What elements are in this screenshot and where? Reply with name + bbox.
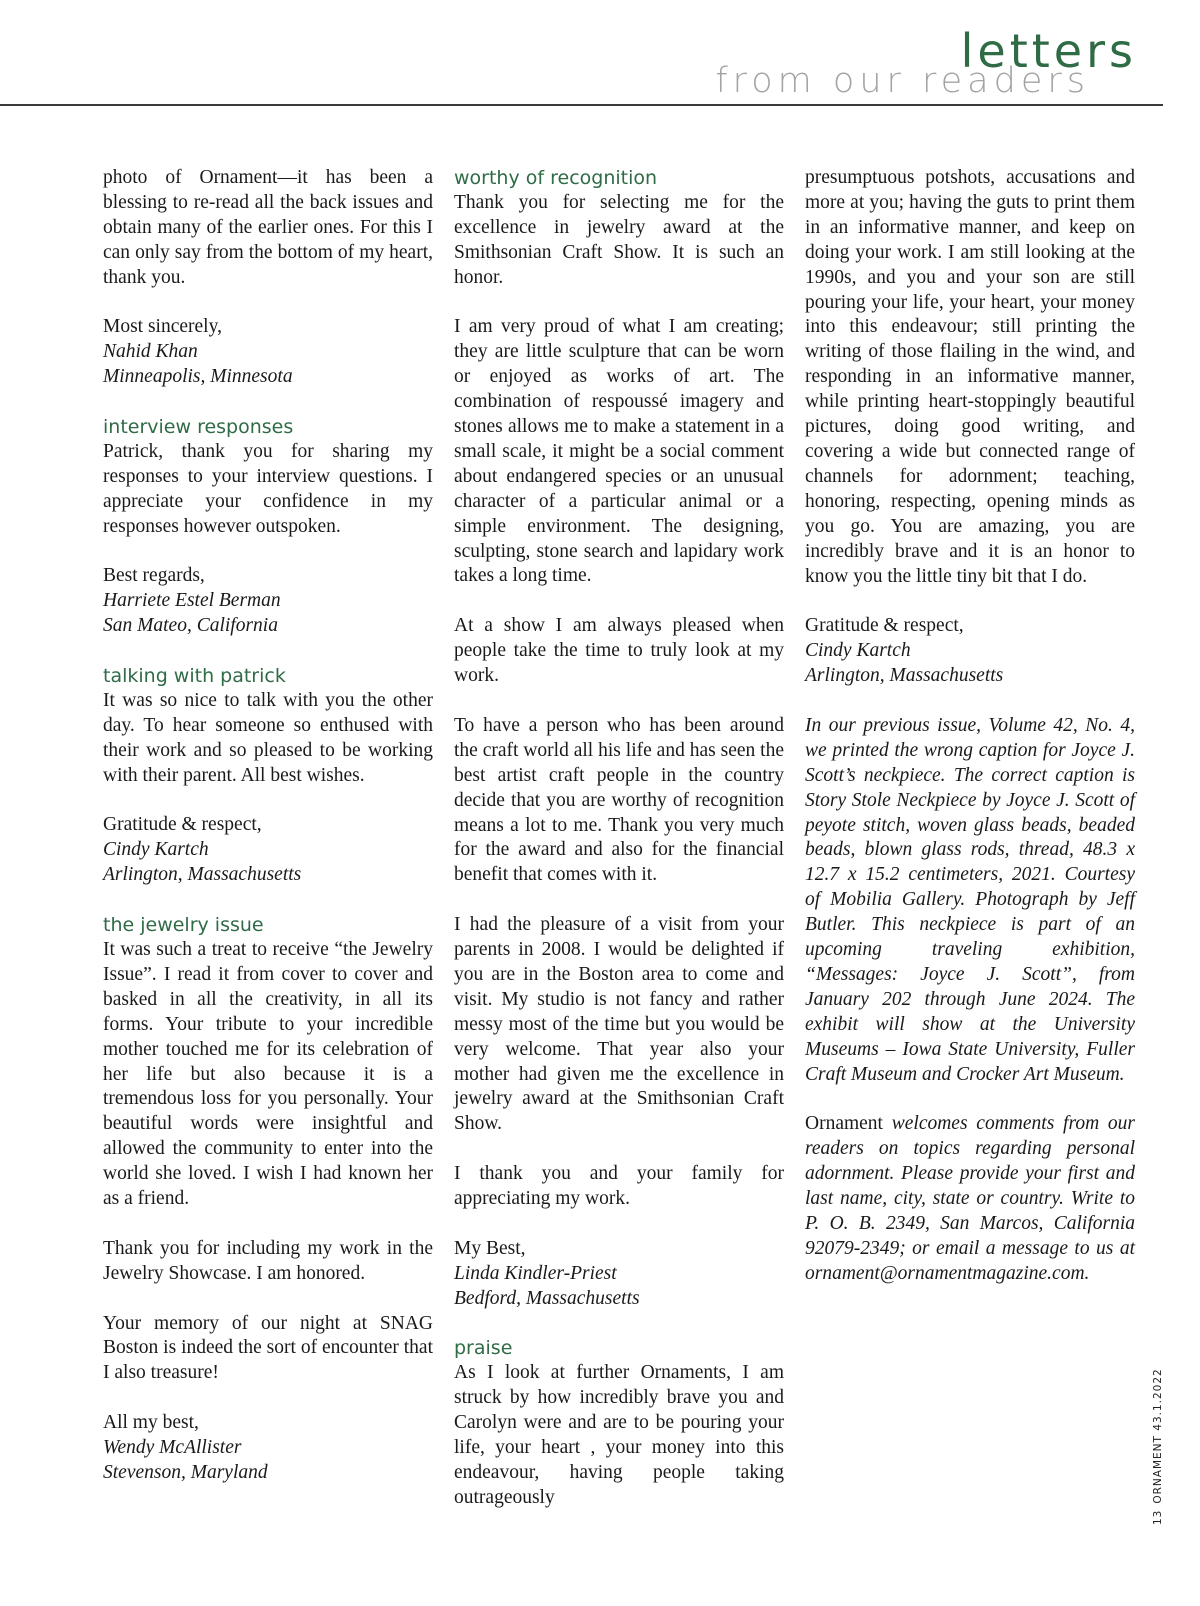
section-heading-praise: praise — [454, 1337, 513, 1360]
magazine-name: Ornament — [805, 1113, 883, 1135]
letter-paragraph: It was so nice to talk with you the other day. To hear someone so enthused with their work and so pleased to be working with their parent. All best wishes. — [103, 689, 433, 786]
correction-note: In our previous issue, Volume 42, No. 4, we printed the wrong caption for Joyce J. Scott’s neckpiece. The correct caption is Story Stole Neckpiece by Joyce J. Scott of peyote stitch, woven glass beads, beaded beads, blown glass rods, thread, 48.3 x 12.7 x 15.2 centimeters, 2021. Courtesy of Mobilia Gallery. Photograph by Jeff Butler. This neckpiece is part of an upcoming traveling exhibition, “Messages: Joyce J. Scott”, from January 202 through June 2024. The exhibit will show at the University Museums – Iowa State University, Fuller Craft Museum and Crocker Art Museum. — [805, 714, 1135, 1085]
letter-paragraph: Patrick, thank you for sharing my responses to your interview questions. I appreciate your confidence in my responses however outspoken. — [103, 440, 433, 537]
letter-signature-name: Cindy Kartch — [103, 839, 209, 861]
letter-signature-place: Arlington, Massachusetts — [103, 864, 302, 886]
letter-signature-name: Nahid Khan — [103, 341, 198, 363]
issue-label: ORNAMENT 43.1.2022 — [1152, 1368, 1164, 1504]
letter-closing: My Best, — [454, 1237, 526, 1259]
letter-closing: Gratitude & respect, — [103, 814, 262, 836]
letter-paragraph: I had the pleasure of a visit from your parents in 2008. I would be delighted if you are in the Boston area to come and visit. My studio is not fancy and rather messy most of the time but you would be very welcome. That year also your mother had given me the excellence in jewelry award at the Smithsonian Craft Show. — [454, 914, 784, 1135]
header-title: letters — [960, 24, 1137, 78]
letter-paragraph: presumptuous potshots, accusations and more at you; having the guts to print them in an informative manner, and keep on doing your work. I am still looking at the 1990s, and you and your son are still pouring your life, your heart, your money into this endeavour; still printing the writing of those flailing in the wind, and responding in an informative manner, while printing heart-stoppingly beautiful pictures, doing good writing, and covering a wide but connected range of channels for adornment; teaching, honoring, respecting, opening minds as you go. You are amazing, you are incredibly brave and it is an honor to know you the little tiny bit that I do. — [805, 167, 1135, 587]
section-heading-worthy-of-recognition: worthy of recognition — [454, 167, 658, 189]
letter-paragraph: Thank you for selecting me for the excellence in jewelry award at the Smithsonian Craft Show. It is such an honor. — [454, 191, 784, 288]
submission-note — [805, 1112, 1135, 1286]
letter-signature-place: San Mateo, California — [103, 615, 278, 637]
letter-signature-name: Linda Kindler-Priest — [454, 1262, 617, 1284]
letter-signature-name: Wendy McAllister — [103, 1437, 242, 1459]
page-folio — [1152, 1325, 1166, 1525]
page-header — [0, 0, 1200, 110]
letter-paragraph: I thank you and your family for appreciating my work. — [454, 1163, 784, 1210]
column-1 — [103, 166, 433, 1486]
letter-signature-name: Cindy Kartch — [805, 640, 911, 662]
letter-signature-name: Harriete Estel Berman — [103, 590, 281, 612]
letter-closing: Most sincerely, — [103, 316, 222, 338]
column-2 — [454, 166, 784, 1511]
letter-signature-place: Minneapolis, Minnesota — [103, 366, 293, 388]
column-3 — [805, 166, 1135, 1287]
letter-paragraph: It was such a treat to receive “the Jewelry Issue”. I read it from cover to cover and basked in all the creativity, in all its forms. Your tribute to your incredible mother touched me for its celebration of her life but also because it is a tremendous loss for you personally. Your beautiful words were insightful and allowed the community to enter into the world she loved. I wish I had known her as a friend. — [103, 939, 433, 1210]
letter-paragraph: photo of Ornament—it has been a blessing to re-read all the back issues and obtain many of the earlier ones. For this I can only say from the bottom of my heart, thank you. — [103, 167, 433, 288]
letter-paragraph: Thank you for including my work in the Jewelry Showcase. I am honored. — [103, 1237, 433, 1284]
letter-paragraph: To have a person who has been around the craft world all his life and has seen the best artist craft people in the country decide that you are worthy of recognition means a lot to me. Thank you very much for the award and also for the financial benefit that comes with it. — [454, 714, 784, 886]
letter-paragraph: I am very proud of what I am creating; they are little sculpture that can be worn or enjoyed as works of art. The combination of respoussé imagery and stones allows me to make a statement in a small scale, it might be a social comment about endangered species or an unusual character of a particular animal or a simple environment. The designing, sculpting, stone search and lapidary work takes a long time. — [454, 316, 784, 587]
letter-paragraph: As I look at further Ornaments, I am struck by how incredibly brave you and Carolyn were and are to be pouring your life, your heart , your money into this endeavour, having people taking outrageously — [454, 1362, 784, 1508]
letter-signature-place: Bedford, Massachusetts — [454, 1287, 640, 1309]
letter-paragraph: Your memory of our night at SNAG Boston is indeed the sort of encounter that I also treasure! — [103, 1312, 433, 1384]
section-heading-talking-with-patrick: talking with patrick — [103, 665, 286, 688]
submission-text: welcomes comments from our readers on topics regarding personal adornment. Please provide your first and last name, city, state or country. Write to P. O. B. 2349, San Marcos, California 92079-2349; or email a message to us at ornament@ornamentmagazine.com. — [805, 1113, 1135, 1284]
page-number: 13 — [1152, 1509, 1164, 1525]
section-heading-jewelry-issue: the jewelry issue — [103, 914, 264, 937]
section-heading-interview-responses: interview responses — [103, 416, 294, 439]
letter-signature-place: Arlington, Massachusetts — [805, 665, 1004, 687]
header-rule — [0, 104, 1163, 106]
letter-paragraph: At a show I am always pleased when people take the time to truly look at my work. — [454, 615, 784, 687]
letter-closing: Best regards, — [103, 565, 205, 587]
letter-closing: Gratitude & respect, — [805, 615, 964, 637]
letter-closing: All my best, — [103, 1412, 199, 1434]
header-subtitle: from our readers — [715, 61, 1090, 101]
letter-signature-place: Stevenson, Maryland — [103, 1461, 268, 1483]
